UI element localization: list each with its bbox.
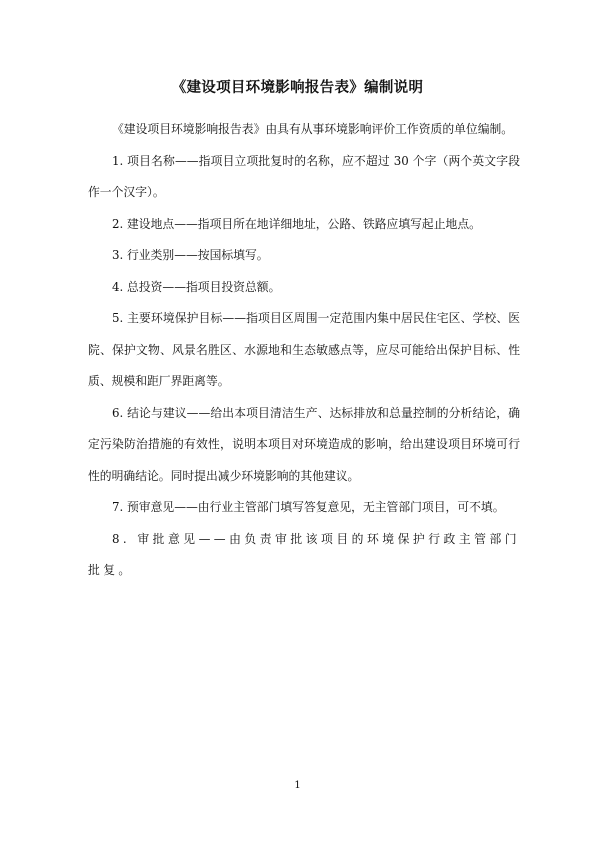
page-number: 1	[294, 780, 301, 791]
paragraph-item-5: 5. 主要环境保护目标——指项目区周围一定范围内集中居民住宅区、学校、医院、保护文物、风景名胜区、水源地和生态敏感点等，应尽可能给出保护目标、性质、规模和距厂界距离等。	[88, 311, 520, 388]
paragraph-item-2: 2. 建设地点——指项目所在地详细地址，公路、铁路应填写起止地点。	[112, 216, 481, 231]
document-title: 《建设项目环境影响报告表》编制说明	[171, 80, 424, 96]
paragraph-intro: 《建设项目环境影响报告表》由具有从事环境影响评价工作资质的单位编制。	[112, 122, 514, 136]
paragraph-item-1: 1. 项目名称——指项目立项批复时的名称，应不超过 30 个字（两个英文字段作一个汉字）。	[88, 153, 520, 199]
paragraph-item-4: 4. 总投资——指项目投资总额。	[112, 279, 281, 294]
paragraph-item-6: 6. 结论与建议——给出本项目清洁生产、达标排放和总量控制的分析结论，确定污染防治措施的有效性，说明本项目对环境造成的影响，给出建设项目环境可行性的明确结论。同时提出减少环境影响的其他建议。	[88, 405, 520, 483]
paragraph-item-8: 8. 审批意见——由负责审批该项目的环境保护行政主管部门批复。	[88, 531, 520, 577]
paragraph-item-7: 7. 预审意见——由行业主管部门填写答复意见，无主管部门项目，可不填。	[112, 500, 505, 514]
document-body	[88, 114, 520, 587]
paragraph-item-3: 3. 行业类别——按国标填写。	[112, 248, 269, 262]
